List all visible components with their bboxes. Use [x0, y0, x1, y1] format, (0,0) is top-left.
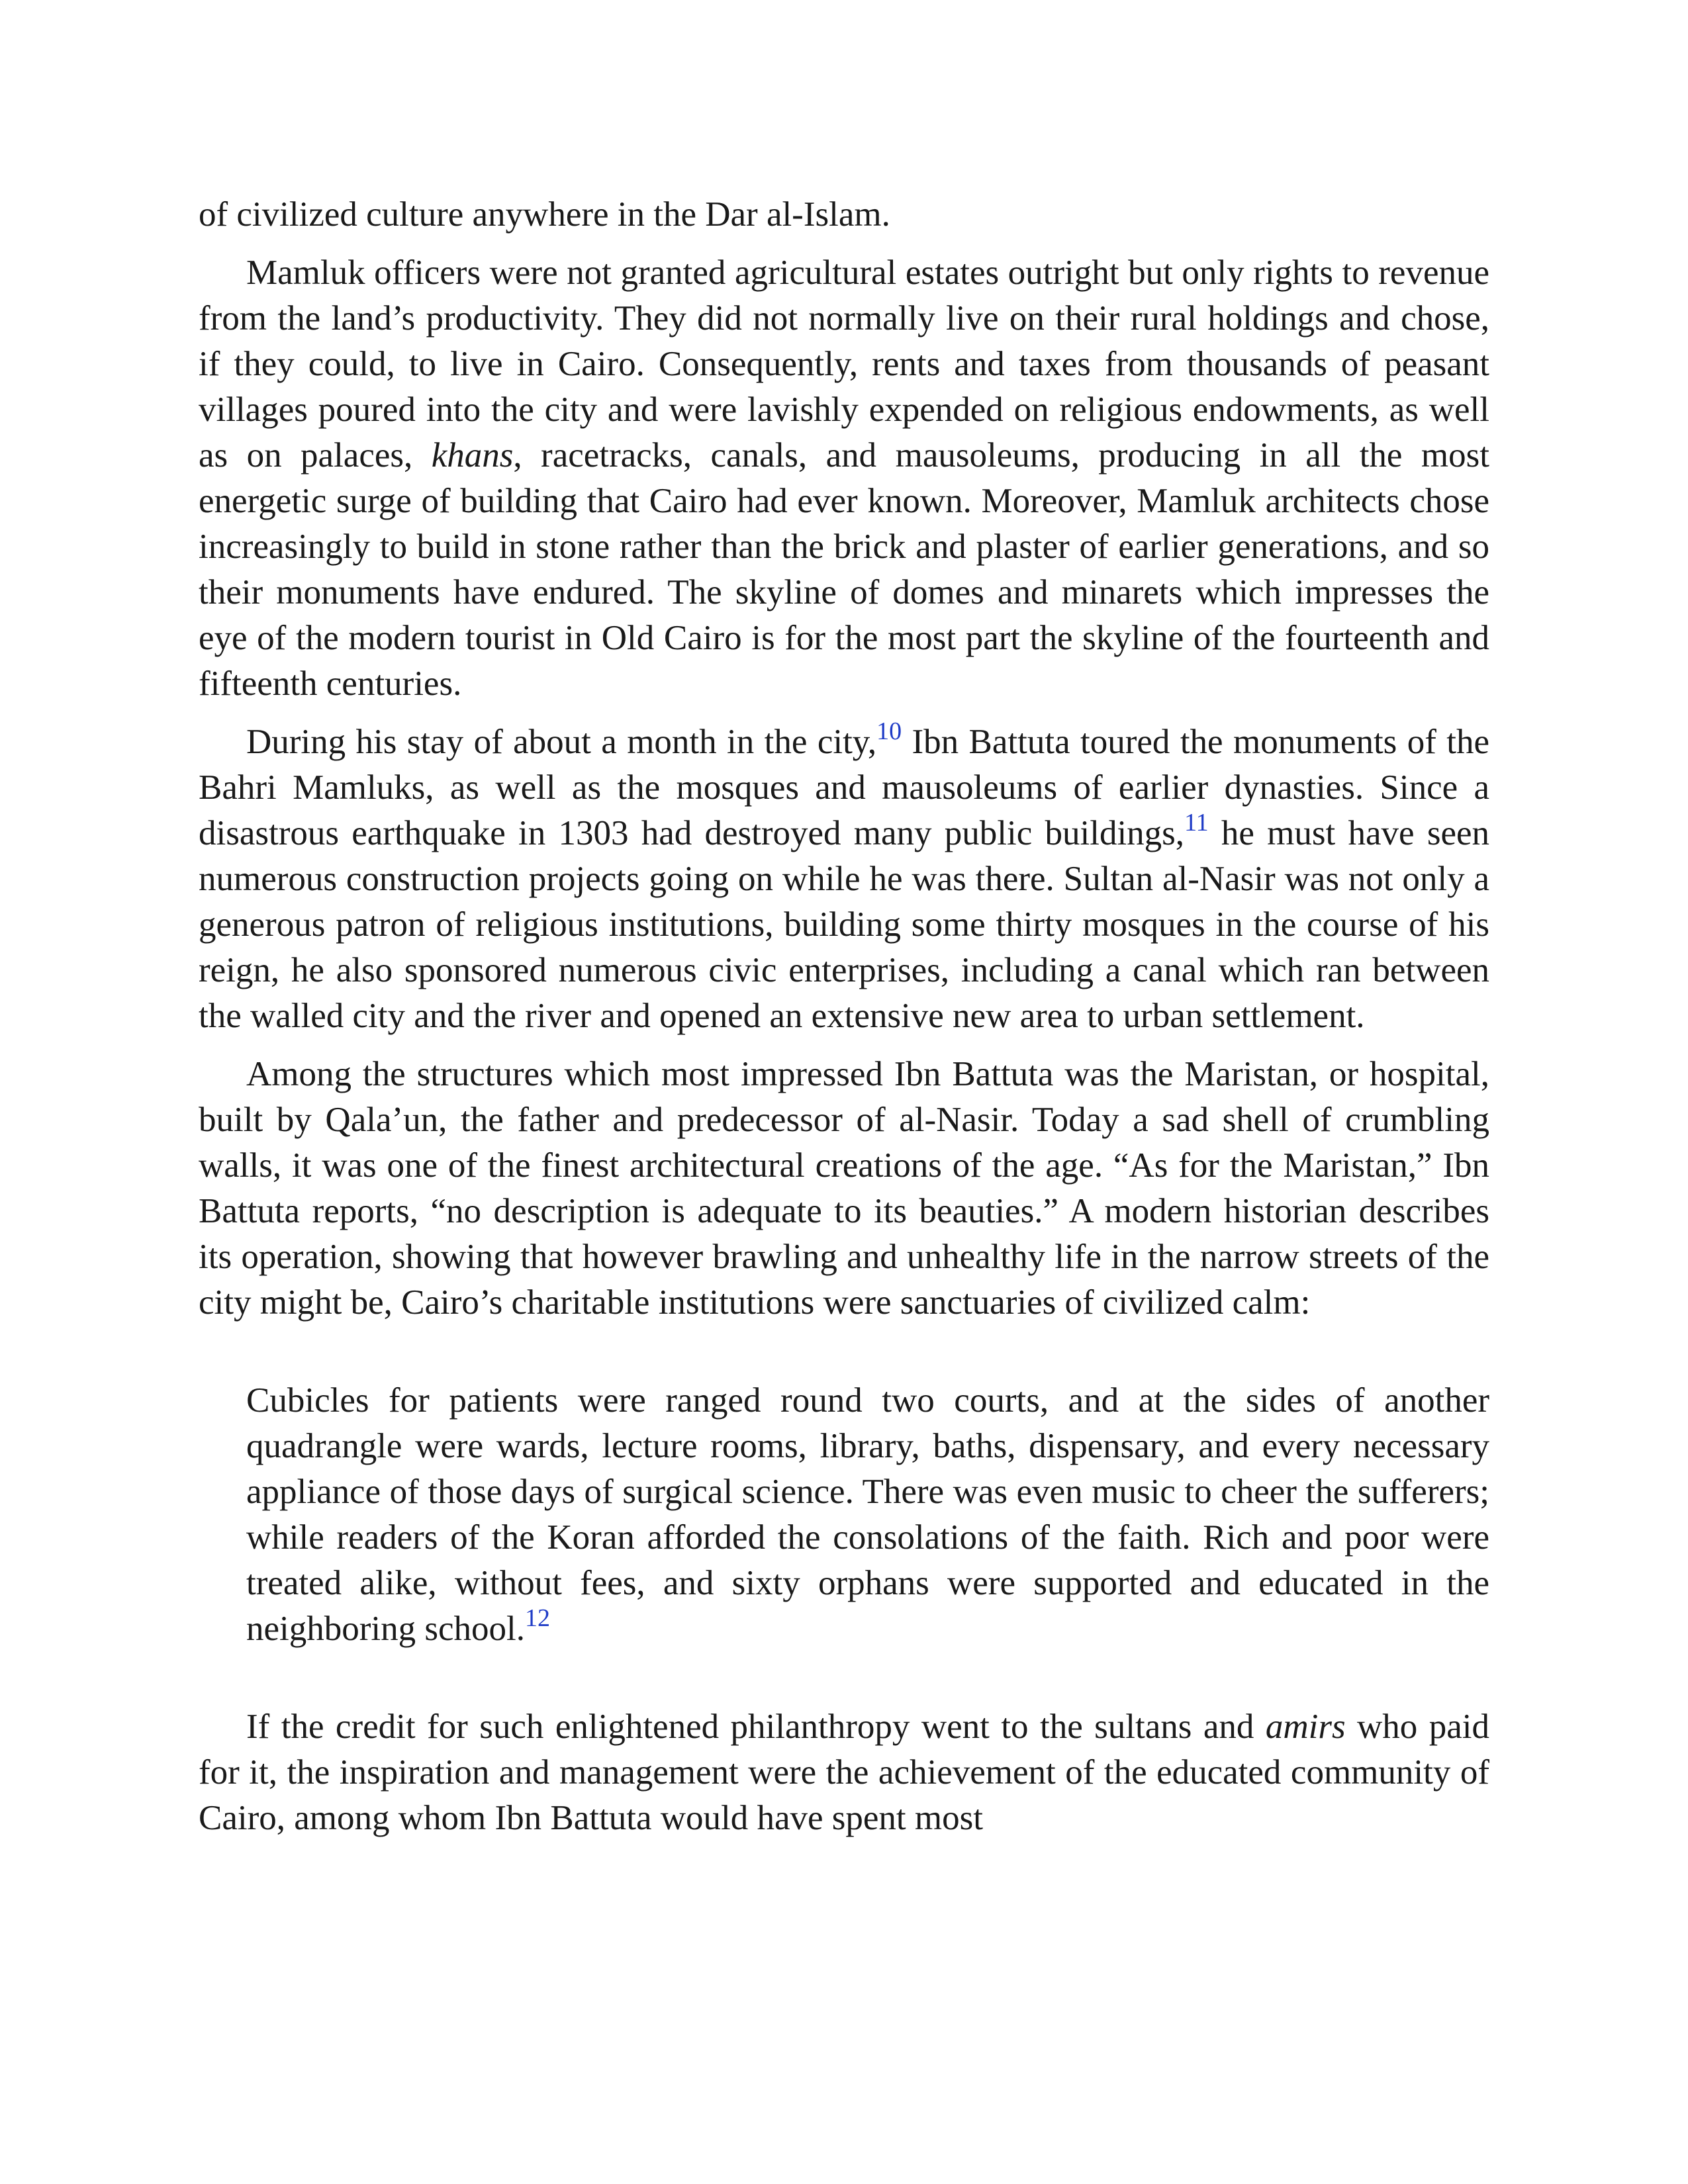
italic-term-amirs: amirs — [1265, 1707, 1346, 1746]
paragraph-text: During his stay of about a month in the city, — [246, 723, 877, 761]
footnote-link-12[interactable]: 12 — [525, 1604, 550, 1632]
paragraph-text: Mamluk officers were not granted agricultural estates outright but only rights to revenue from the land’s productivity. They did not normally live on their rural holdings and chose, if they could, to live in Cairo. Consequently, rents and taxes from thousands of peasant villages poured into the city and were lavishly expended on religious endowments, as well as on palaces, — [199, 253, 1489, 475]
paragraph-ibn-battuta-stay — [199, 719, 1489, 1039]
quote-text: Cubicles for patients were ranged round two courts, and at the sides of another quadrangle were wards, lecture rooms, library, baths, dispensary, and every necessary appliance of those days of surgical science. There was even music to cheer the sufferers; while readers of the Koran afforded the consolations of the faith. Rich and poor were treated alike, without fees, and sixty orphans were supported and educated in the neighboring school. — [246, 1381, 1489, 1648]
paragraph-text: who paid for it, the inspiration and management were the achievement of the educated community of Cairo, among whom Ibn Battuta would have spent most — [199, 1707, 1489, 1837]
paragraph-text: , racetracks, canals, and mausoleums, producing in all the most energetic surge of building that Cairo had ever known. Moreover, Mamluk architects chose increasingly to build in stone rather than the brick and plaster of earlier generations, and so their monuments have endured. The skyline of domes and minarets which impresses the eye of the modern tourist in Old Cairo is for the most part the skyline of the fourteenth and fifteenth centuries. — [199, 436, 1489, 703]
paragraph-text: If the credit for such enlightened philanthropy went to the sultans and — [246, 1707, 1266, 1746]
paragraph-text: Ibn Battuta toured the monuments of the Bahri Mamluks, as well as the mosques and mausoleums of earlier dynasties. Since a disastrous earthquake in 1303 had destroyed many public buildings, — [199, 723, 1489, 852]
paragraph-continued — [199, 192, 1489, 238]
paragraph-philanthropy — [199, 1704, 1489, 1841]
footnote-link-10[interactable]: 10 — [876, 717, 902, 745]
footnote-link-11[interactable]: 11 — [1184, 809, 1209, 837]
page-body — [199, 192, 1489, 1854]
paragraph-text: he must have seen numerous construction projects going on while he was there. Sultan al-Nasir was not only a generous patron of religious institutions, building some thirty mosques in the course of his reign, he also sponsored numerous civic enterprises, including a canal which ran between the walled city and the river and opened an extensive new area to urban settlement. — [199, 814, 1489, 1035]
paragraph-text: Among the structures which most impressed Ibn Battuta was the Maristan, or hospital, built by Qala’un, the father and predecessor of al-Nasir. Today a sad shell of crumbling walls, it was one of the finest architectural creations of the age. “As for the Maristan,” Ibn Battuta reports, “no description is adequate to its beauties.” A modern historian describes its operation, showing that however brawling and unhealthy life in the narrow streets of the city might be, Cairo’s charitable institutions were sanctuaries of civilized calm: — [199, 1055, 1489, 1322]
paragraph-maristan — [199, 1052, 1489, 1326]
paragraph-text: of civilized culture anywhere in the Dar al-Islam. — [199, 195, 890, 234]
block-quote — [246, 1378, 1489, 1652]
paragraph-mamluk-officers — [199, 250, 1489, 707]
italic-term-khans: khans — [431, 436, 514, 475]
